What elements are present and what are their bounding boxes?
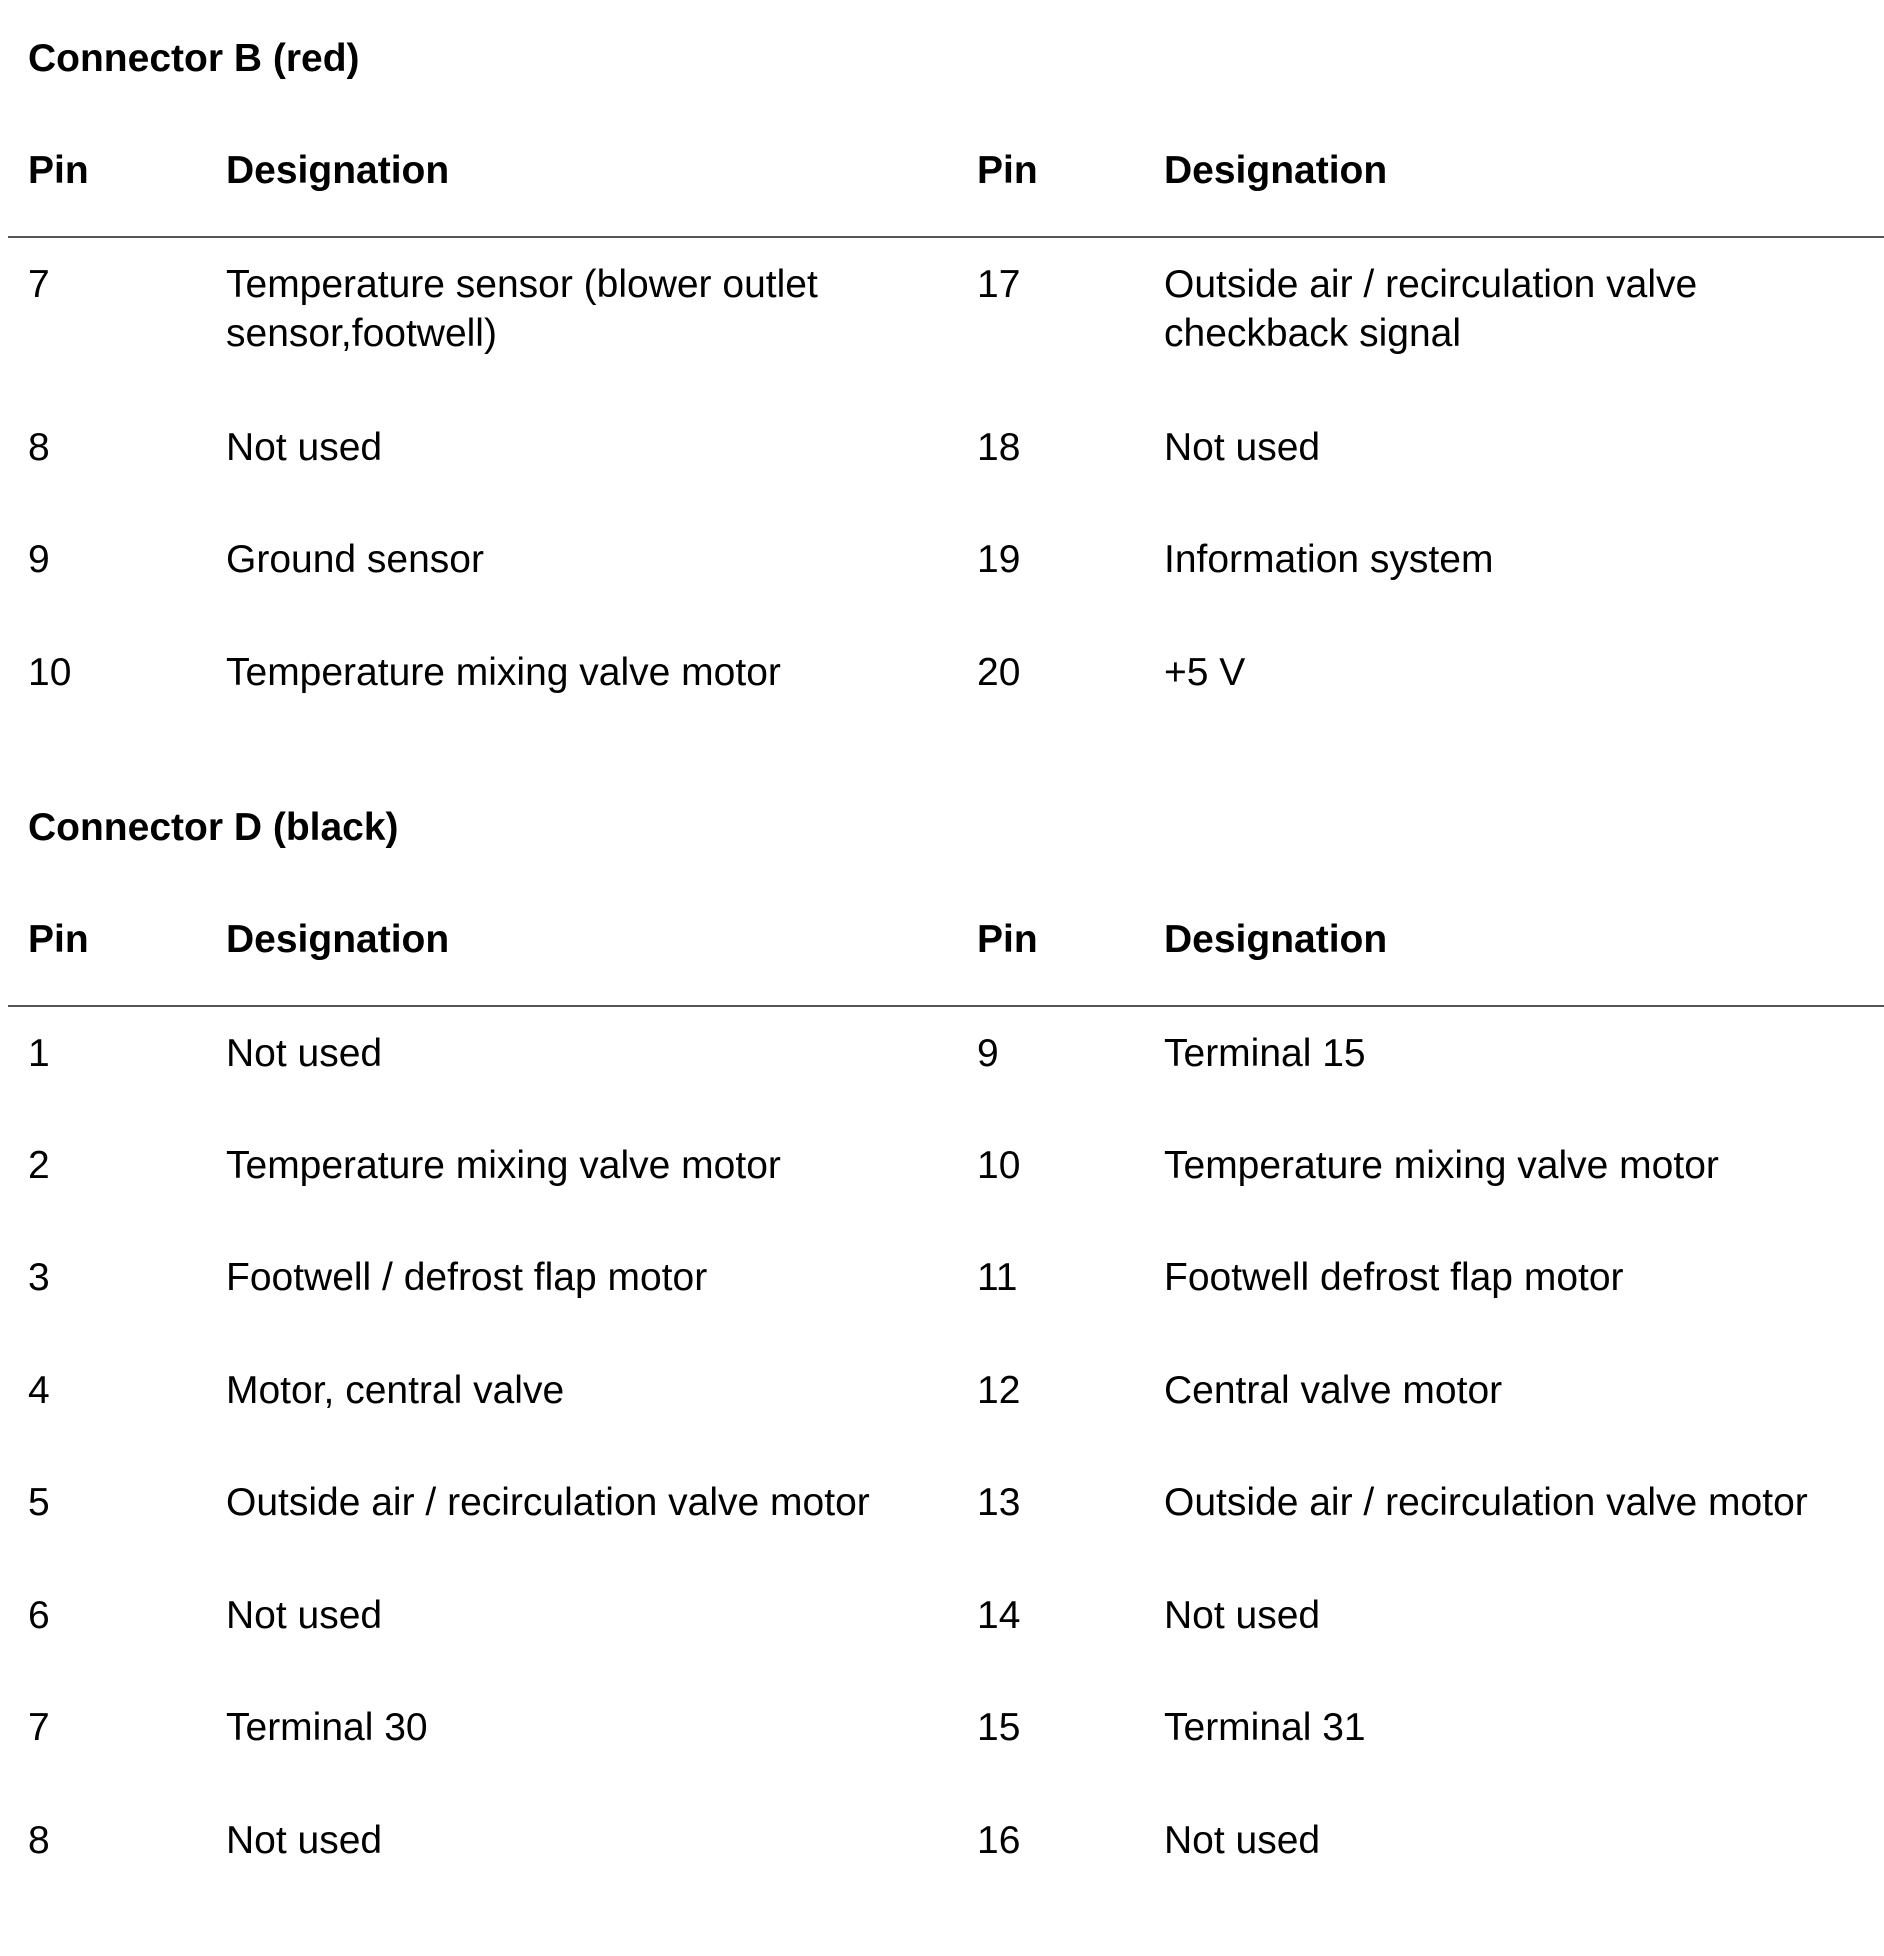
pin-number: 8 [28, 426, 50, 469]
pin-number: 3 [28, 1256, 50, 1299]
pin-designation: Temperature sensor (blower outlet [226, 263, 818, 306]
pin-designation: Outside air / recirculation valve motor [1164, 1481, 1808, 1524]
header-designation: Designation [226, 918, 450, 961]
connector-d-title: Connector D (black) [28, 806, 399, 849]
pin-designation: Ground sensor [226, 538, 484, 581]
header-pin: Pin [977, 149, 1038, 192]
header-designation: Designation [1164, 918, 1388, 961]
pin-designation-continued: sensor,footwell) [226, 312, 497, 355]
pin-designation-continued: checkback signal [1164, 312, 1461, 355]
pin-number: 4 [28, 1369, 50, 1412]
pin-number: 6 [28, 1594, 50, 1637]
pin-designation: Not used [1164, 426, 1321, 469]
header-divider [8, 236, 1884, 238]
pin-number: 10 [28, 651, 72, 694]
pin-designation: Footwell defrost flap motor [1164, 1256, 1624, 1299]
pin-designation: Terminal 15 [1164, 1032, 1366, 1075]
pin-designation: Temperature mixing valve motor [226, 1144, 781, 1187]
pin-designation: Motor, central valve [226, 1369, 565, 1412]
pin-designation: Terminal 30 [226, 1706, 428, 1749]
header-pin: Pin [28, 149, 89, 192]
pin-number: 13 [977, 1481, 1021, 1524]
pin-designation: Terminal 31 [1164, 1706, 1366, 1749]
pin-designation: Not used [1164, 1594, 1321, 1637]
pin-number: 17 [977, 263, 1021, 306]
pin-designation: Outside air / recirculation valve motor [226, 1481, 870, 1524]
pin-designation: Central valve motor [1164, 1369, 1503, 1412]
pin-number: 15 [977, 1706, 1021, 1749]
pin-number: 12 [977, 1369, 1021, 1412]
pin-designation: Temperature mixing valve motor [226, 651, 781, 694]
pin-designation: Not used [226, 426, 383, 469]
pin-designation: Information system [1164, 538, 1494, 581]
pin-number: 16 [977, 1819, 1021, 1862]
pin-number: 8 [28, 1819, 50, 1862]
pin-designation: Not used [226, 1819, 383, 1862]
header-pin: Pin [977, 918, 1038, 961]
pin-number: 10 [977, 1144, 1021, 1187]
pin-number: 7 [28, 263, 50, 306]
pin-number: 20 [977, 651, 1021, 694]
pin-designation: Footwell / defrost flap motor [226, 1256, 708, 1299]
header-designation: Designation [1164, 149, 1388, 192]
connector-b-title: Connector B (red) [28, 37, 360, 80]
pin-designation: +5 V [1164, 651, 1246, 694]
pin-number: 7 [28, 1706, 50, 1749]
pin-designation: Not used [1164, 1819, 1321, 1862]
pin-designation: Outside air / recirculation valve [1164, 263, 1698, 306]
pin-number: 11 [977, 1256, 1018, 1299]
pin-number: 1 [28, 1032, 50, 1075]
pin-number: 18 [977, 426, 1021, 469]
pin-designation: Not used [226, 1032, 383, 1075]
header-pin: Pin [28, 918, 89, 961]
pin-designation: Not used [226, 1594, 383, 1637]
pin-number: 14 [977, 1594, 1021, 1637]
pin-number: 9 [28, 538, 50, 581]
pin-number: 19 [977, 538, 1021, 581]
header-divider [8, 1005, 1884, 1007]
pin-designation: Temperature mixing valve motor [1164, 1144, 1719, 1187]
header-designation: Designation [226, 149, 450, 192]
pin-number: 2 [28, 1144, 50, 1187]
pin-number: 9 [977, 1032, 999, 1075]
pin-number: 5 [28, 1481, 50, 1524]
